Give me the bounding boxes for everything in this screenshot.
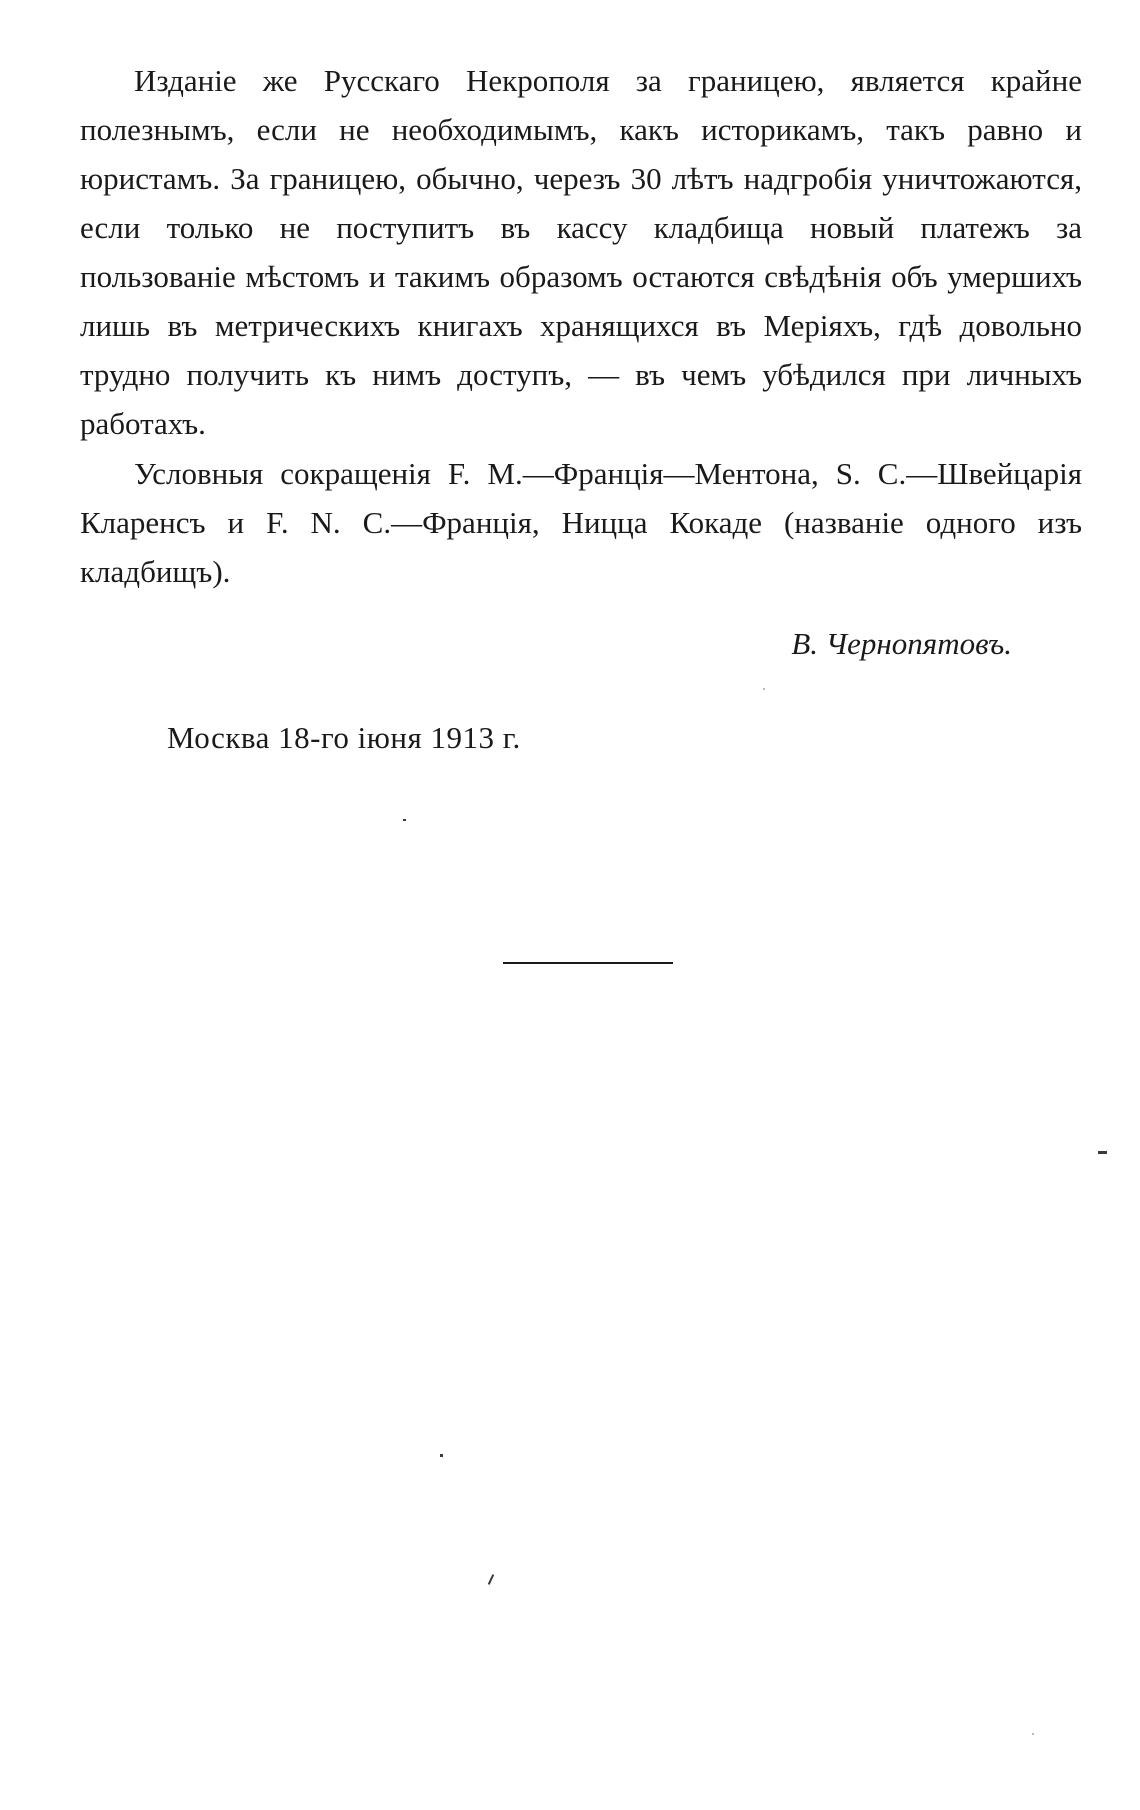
body-paragraph: Изданіе же Русскаго Некрополя за границею, является крайне полезнымъ, если не необходимымъ, какъ историкамъ, такъ равно и юристамъ. За границею, обычно, черезъ 30 лѣтъ надгробія уничтожаются, если только не поступитъ въ кассу кладбища новый платежъ за пользованіе мѣстомъ и такимъ образомъ остаются свѣдѣнія объ умершихъ лишь въ метрическихъ книгахъ хранящихся въ Меріяхъ, гдѣ довольно трудно получить къ нимъ доступъ, — въ чемъ убѣдился при личныхъ работахъ. bbox=[80, 63, 1082, 441]
print-speck bbox=[440, 1454, 443, 1457]
abbreviations-paragraph: Условныя сокращенія F. M.—Франція—Ментона, S. C.—Швейцарія Кларенсъ и F. N. C.—Франція, Ницца Кокаде (названіе одного изъ кладбищъ). bbox=[80, 456, 1082, 589]
print-speck bbox=[1098, 1151, 1107, 1154]
place-date-line: Москва 18-го іюня 1913 г. bbox=[167, 720, 521, 755]
print-speck bbox=[488, 1574, 494, 1585]
author-signature: В. Чернопятовъ. bbox=[791, 626, 1012, 661]
print-speck bbox=[1032, 1733, 1034, 1735]
print-speck bbox=[403, 819, 406, 821]
print-speck bbox=[763, 688, 765, 690]
closing-rule bbox=[503, 962, 673, 964]
